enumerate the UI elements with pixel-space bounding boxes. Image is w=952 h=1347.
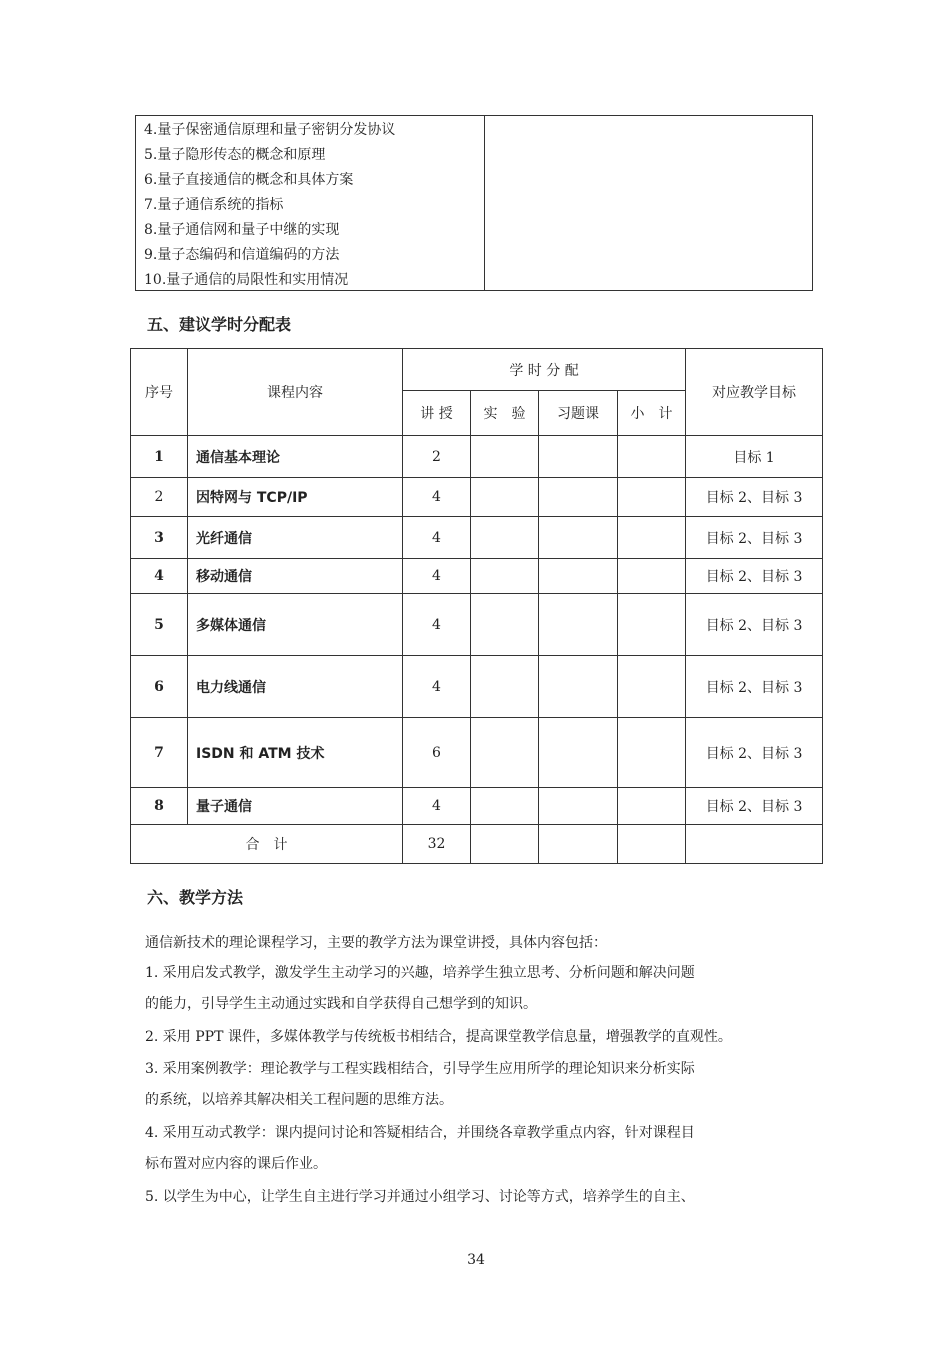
row-exercise <box>539 478 618 517</box>
topic-item: 7.量子通信系统的指标 <box>144 197 284 213</box>
row-lecture: 4 <box>403 788 471 825</box>
row-goal: 目标 2、目标 3 <box>686 478 823 517</box>
row-content: 量子通信 <box>188 788 403 825</box>
row-lecture: 2 <box>403 436 471 478</box>
row-exercise <box>539 517 618 559</box>
topic-item: 8.量子通信网和量子中继的实现 <box>144 222 340 238</box>
paragraph-line: 1. 采用启发式教学，激发学生主动学习的兴趣，培养学生独立思考、分析问题和解决问题 <box>145 965 695 981</box>
paragraph-line: 2. 采用 PPT 课件，多媒体教学与传统板书相结合，提高课堂教学信息量，增强教学的直观性。 <box>145 1029 732 1045</box>
row-lecture: 4 <box>403 656 471 718</box>
row-number: 3 <box>131 517 188 559</box>
page-number: 34 <box>467 1252 485 1268</box>
row-lab <box>471 788 539 825</box>
row-subtotal <box>618 718 686 788</box>
header-lab: 实 验 <box>471 391 539 436</box>
row-content: 多媒体通信 <box>188 594 403 656</box>
row-exercise <box>539 788 618 825</box>
row-subtotal <box>618 788 686 825</box>
row-subtotal <box>618 656 686 718</box>
row-lab <box>471 436 539 478</box>
row-lecture: 4 <box>403 478 471 517</box>
row-number: 2 <box>131 478 188 517</box>
hours-allocation-table <box>130 348 823 864</box>
section-heading-hours: 五、建议学时分配表 <box>147 315 292 334</box>
row-exercise <box>539 559 618 594</box>
row-goal: 目标 1 <box>686 436 823 478</box>
row-lecture: 6 <box>403 718 471 788</box>
section-heading-methods: 六、教学方法 <box>147 888 244 907</box>
total-label: 合 计 <box>131 825 403 864</box>
row-exercise <box>539 436 618 478</box>
row-content: 因特网与 TCP/IP <box>188 478 403 517</box>
row-number: 8 <box>131 788 188 825</box>
row-lab <box>471 656 539 718</box>
header-hours-group: 学 时 分 配 <box>403 349 686 391</box>
row-exercise <box>539 656 618 718</box>
row-goal: 目标 2、目标 3 <box>686 517 823 559</box>
topic-list-cell <box>136 116 485 290</box>
row-number: 4 <box>131 559 188 594</box>
paragraph-line: 5. 以学生为中心，让学生自主进行学习并通过小组学习、讨论等方式，培养学生的自主、 <box>145 1189 695 1205</box>
table-row <box>131 718 823 788</box>
row-goal: 目标 2、目标 3 <box>686 788 823 825</box>
row-content: 移动通信 <box>188 559 403 594</box>
topic-item: 4.量子保密通信原理和量子密钥分发协议 <box>144 122 396 138</box>
header-content: 课程内容 <box>188 349 403 436</box>
topic-item: 9.量子态编码和信道编码的方法 <box>144 247 340 263</box>
row-number: 1 <box>131 436 188 478</box>
row-content: 光纤通信 <box>188 517 403 559</box>
row-goal: 目标 2、目标 3 <box>686 718 823 788</box>
row-goal: 目标 2、目标 3 <box>686 559 823 594</box>
row-subtotal <box>618 594 686 656</box>
row-subtotal <box>618 559 686 594</box>
row-lab <box>471 517 539 559</box>
row-number: 6 <box>131 656 188 718</box>
table-row <box>131 656 823 718</box>
paragraph-line: 标布置对应内容的课后作业。 <box>145 1156 327 1172</box>
table-row <box>131 559 823 594</box>
total-row <box>131 825 823 864</box>
row-lecture: 4 <box>403 517 471 559</box>
table-row <box>131 436 823 478</box>
row-exercise <box>539 594 618 656</box>
row-number: 5 <box>131 594 188 656</box>
row-content: ISDN 和 ATM 技术 <box>188 718 403 788</box>
header-goal: 对应教学目标 <box>686 349 823 436</box>
topic-item: 10.量子通信的局限性和实用情况 <box>144 272 349 288</box>
row-exercise <box>539 718 618 788</box>
paragraph-line: 4. 采用互动式教学：课内提问讨论和答疑相结合，并围绕各章教学重点内容，针对课程目 <box>145 1125 695 1141</box>
row-lab <box>471 594 539 656</box>
paragraph-line: 的系统，以培养其解决相关工程问题的思维方法。 <box>145 1092 453 1108</box>
total-lecture: 32 <box>403 825 471 864</box>
paragraph-line: 通信新技术的理论课程学习，主要的教学方法为课堂讲授，具体内容包括： <box>145 935 607 951</box>
table-row <box>131 478 823 517</box>
row-lecture: 4 <box>403 559 471 594</box>
topic-item: 5.量子隐形传态的概念和原理 <box>144 147 326 163</box>
row-lab <box>471 559 539 594</box>
table-row <box>131 594 823 656</box>
header-exercise: 习题课 <box>539 391 618 436</box>
row-goal: 目标 2、目标 3 <box>686 656 823 718</box>
header-seq: 序号 <box>131 349 188 436</box>
header-lecture: 讲 授 <box>403 391 471 436</box>
header-subtotal: 小 计 <box>618 391 686 436</box>
row-subtotal <box>618 436 686 478</box>
row-number: 7 <box>131 718 188 788</box>
row-content: 电力线通信 <box>188 656 403 718</box>
row-content: 通信基本理论 <box>188 436 403 478</box>
paragraph-line: 的能力，引导学生主动通过实践和自学获得自己想学到的知识。 <box>145 996 537 1012</box>
row-lab <box>471 478 539 517</box>
topic-item: 6.量子直接通信的概念和具体方案 <box>144 172 354 188</box>
row-lab <box>471 718 539 788</box>
paragraph-line: 3. 采用案例教学：理论教学与工程实践相结合，引导学生应用所学的理论知识来分析实际 <box>145 1061 695 1077</box>
topic-list-table <box>135 115 813 291</box>
row-subtotal <box>618 517 686 559</box>
row-lecture: 4 <box>403 594 471 656</box>
table-row <box>131 517 823 559</box>
row-subtotal <box>618 478 686 517</box>
table-row <box>131 788 823 825</box>
row-goal: 目标 2、目标 3 <box>686 594 823 656</box>
